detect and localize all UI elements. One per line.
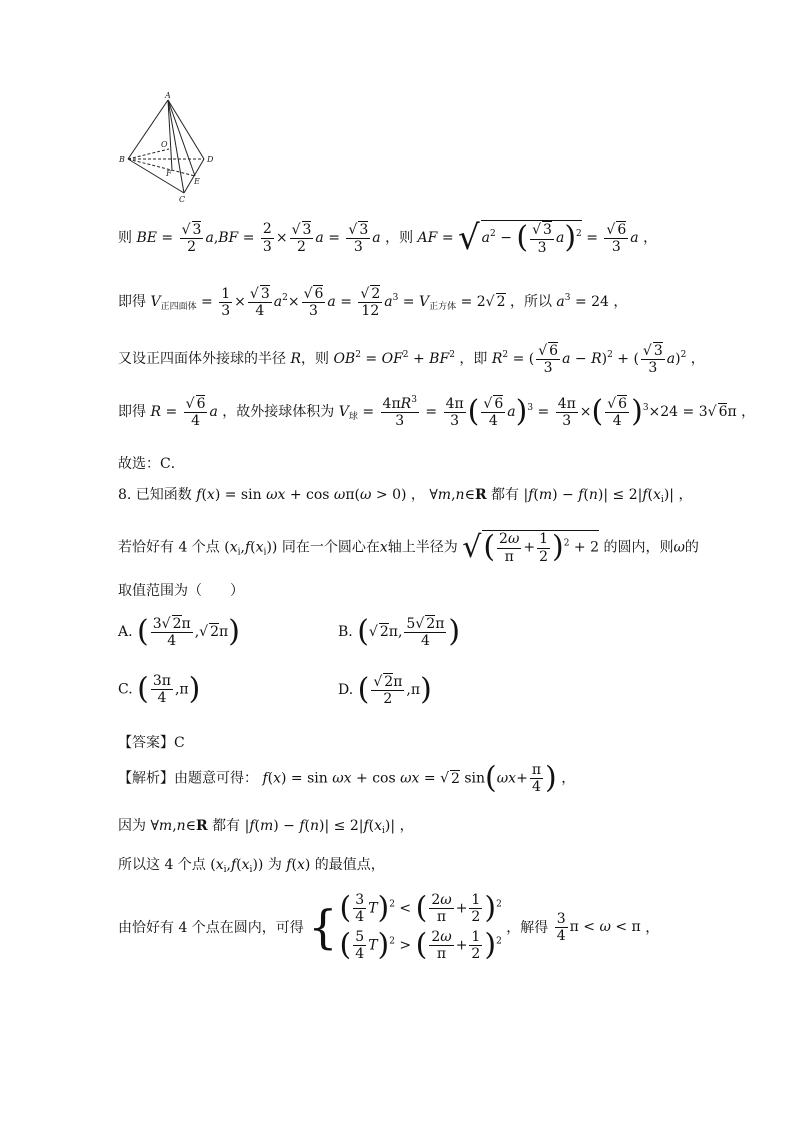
line-be-bf-af: 则 BE = $\frac{√ 3}{2}$ a,BF = $\frac{2}{3}$ × $\frac{√ 3}{2}$ a = $\frac{√ 3}{3}$ a ，则 AF = √ $a^2$ − ( $\frac{√ 3}{3}$ a)$^2$ = $\frac{√ 6}{3}$ a ， [118, 218, 658, 258]
label-C: C [179, 195, 186, 204]
line-radius-equation: 又设正四面体外接球的半径 R，则 $OB^2 = OF^2 + BF^2$ ，即 $R^2$ = ( $\frac{√ 6}{3}$ a − R)$^2$ + ( $\frac{√ 3}{3}$ a)$^2$ ， [118, 343, 705, 377]
label-E: E [194, 177, 200, 186]
question-8-line-1: 8. 已知函数 f(x) = sin ωx + cos ωπ(ω > 0) ， ∀m,n∈R 都有 $|f(m) - f(n)| \le 2|f(x_i)|$ ， [118, 487, 693, 505]
line-volume-tetrahedron: 即得 $V_{正四面体}$ = $\frac{1}{3}$ × $\frac{√ 3}{4}$ $a^2\times$ $\frac{√ 6}{3}$ a = $\frac{√ 2}{12}$ $a^3 = V_{正方体} = 2√$ 2 ，所以 $a^3 = 24$ ， [118, 285, 628, 320]
line-sphere-volume: 即得 R = $\frac{√ 6}{4}$ a ，故外接球体积为 $V_球$ = $\frac{4\pi R^3}{3}$ = $\frac{4\pi}{3}$ ( $\frac{√ 6}{4}$ a)$^3$ = $\frac{4\pi}{3}$ ×( $\frac{√ 6}{4}$ )$^3$×24 = 3√ 6π ， [118, 394, 756, 430]
solution-line-4: 由恰好有 4 个点在圆内，可得 { ( $\frac{3}{4}$ T)$^2$ < ( $\frac{2\omega}{\pi}$ + $\frac{1}{2}$ )$^2$ ( $\frac{5}{4}$ T)$^2$ > ( $\frac{2\omega}{\pi}$ + $\frac{1}{2}$ )$^2$ ，解得 $\frac{3}{4}$ π < ω < π ， [118, 890, 660, 963]
label-D: D [207, 155, 214, 164]
label-B: B [119, 155, 125, 164]
question-8-line-3: 取值范围为（ ） [118, 583, 244, 599]
label-A: A [165, 92, 171, 100]
answer-line: 【答案】C [118, 735, 185, 751]
choice-line: 故选：C． [118, 456, 185, 472]
question-8-line-2: 若恰好有 4 个点 $(x_i,f(x_i))$ 同在一个圆心在x轴上半径为 √( $\frac{2\omega}{\pi}$ + $\frac{1}{2}$ )$^2$ + 2 的圆内，则ω的 [118, 530, 699, 565]
option-a[interactable]: A. ( $\frac{3√ 2\pi}{4}$ ,√ 2π) [118, 614, 240, 650]
label-F: F [166, 169, 172, 178]
tetrahedron-figure [112, 92, 222, 204]
solution-line-3: 所以这 4 个点 $(x_i,f(x_i))$ 为 f(x) 的最值点， [118, 857, 385, 875]
label-O: O [161, 140, 168, 149]
option-c[interactable]: C. ( $\frac{3\pi}{4}$ ,π) [118, 671, 201, 707]
option-b[interactable]: B. (√ 2π, $\frac{5√ 2\pi}{4}$ ) [338, 614, 461, 650]
option-d[interactable]: D. ( $\frac{√ 2\pi}{2}$ ,π) [338, 672, 432, 708]
solution-line-2: 因为 ∀m,n∈R 都有 $|f(m) - f(n)| \le 2|f(x_i)|$ ， [118, 818, 414, 836]
solution-line-1: 【解析】由题意可得： f(x) = sin ωx + cos ωx = √ 2 sin(ωx+ $\frac{\pi}{4}$ ) ， [118, 760, 576, 796]
